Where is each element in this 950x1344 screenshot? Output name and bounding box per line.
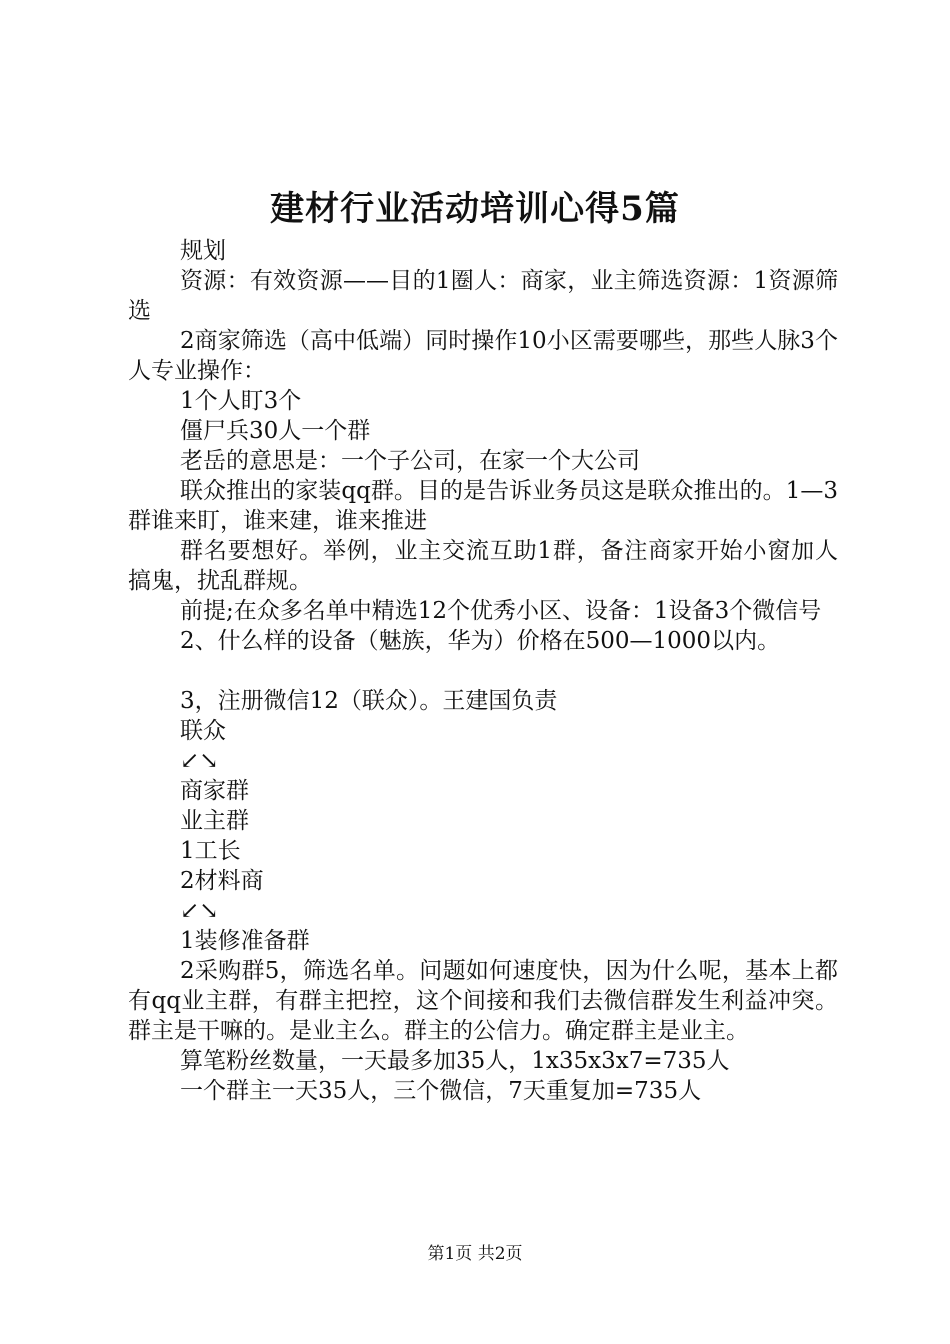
paragraph: 2商家筛选（高中低端）同时操作10小区需要哪些，那些人脉3个人专业操作： (128, 328, 838, 384)
document-title: 建材行业活动培训心得5篇 (270, 189, 680, 229)
paragraph: 群名要想好。举例，业主交流互助1群，备注商家开始小窗加人搞鬼，扰乱群规。 (128, 538, 838, 594)
paragraph: 算笔粉丝数量，一天最多加35人，1x35x3x7=735人 (180, 1048, 730, 1074)
split-arrows: ↙↘ (180, 748, 219, 774)
paragraph: 1工长 (180, 838, 241, 864)
paragraph: 3，注册微信12（联众）。王建国负责 (180, 688, 558, 714)
paragraph: 一个群主一天35人，三个微信，7天重复加=735人 (180, 1078, 702, 1104)
split-arrows: ↙↘ (180, 898, 219, 924)
paragraph: 联众 (180, 718, 226, 744)
blank-line (128, 656, 838, 686)
paragraph: 老岳的意思是：一个子公司，在家一个大公司 (180, 448, 640, 474)
page-indicator: 第1页 共2页 (427, 1244, 523, 1264)
document-body (128, 236, 838, 1106)
paragraph: 资源：有效资源——目的1圈人：商家，业主筛选资源：1资源筛选 (128, 268, 838, 324)
paragraph: 联众推出的家装qq群。目的是告诉业务员这是联众推出的。1—3群谁来盯，谁来建，谁来推进 (128, 478, 838, 534)
paragraph: 业主群 (180, 808, 249, 834)
paragraph: 2、什么样的设备（魅族，华为）价格在500—1000以内。 (180, 628, 781, 654)
paragraph: 规划 (180, 238, 226, 264)
paragraph: 前提;在众多名单中精选12个优秀小区、设备：1设备3个微信号 (180, 598, 822, 624)
paragraph: 僵尸兵30人一个群 (180, 418, 371, 444)
paragraph: 2采购群5，筛选名单。问题如何速度快，因为什么呢，基本上都有qq业主群，有群主把控，这个间接和我们去微信群发生利益冲突。群主是干嘛的。是业主么。群主的公信力。确定群主是业主。 (128, 958, 838, 1044)
paragraph: 2材料商 (180, 868, 264, 894)
paragraph: 1个人盯3个 (180, 388, 302, 414)
paragraph: 1装修准备群 (180, 928, 310, 954)
paragraph: 商家群 (180, 778, 249, 804)
